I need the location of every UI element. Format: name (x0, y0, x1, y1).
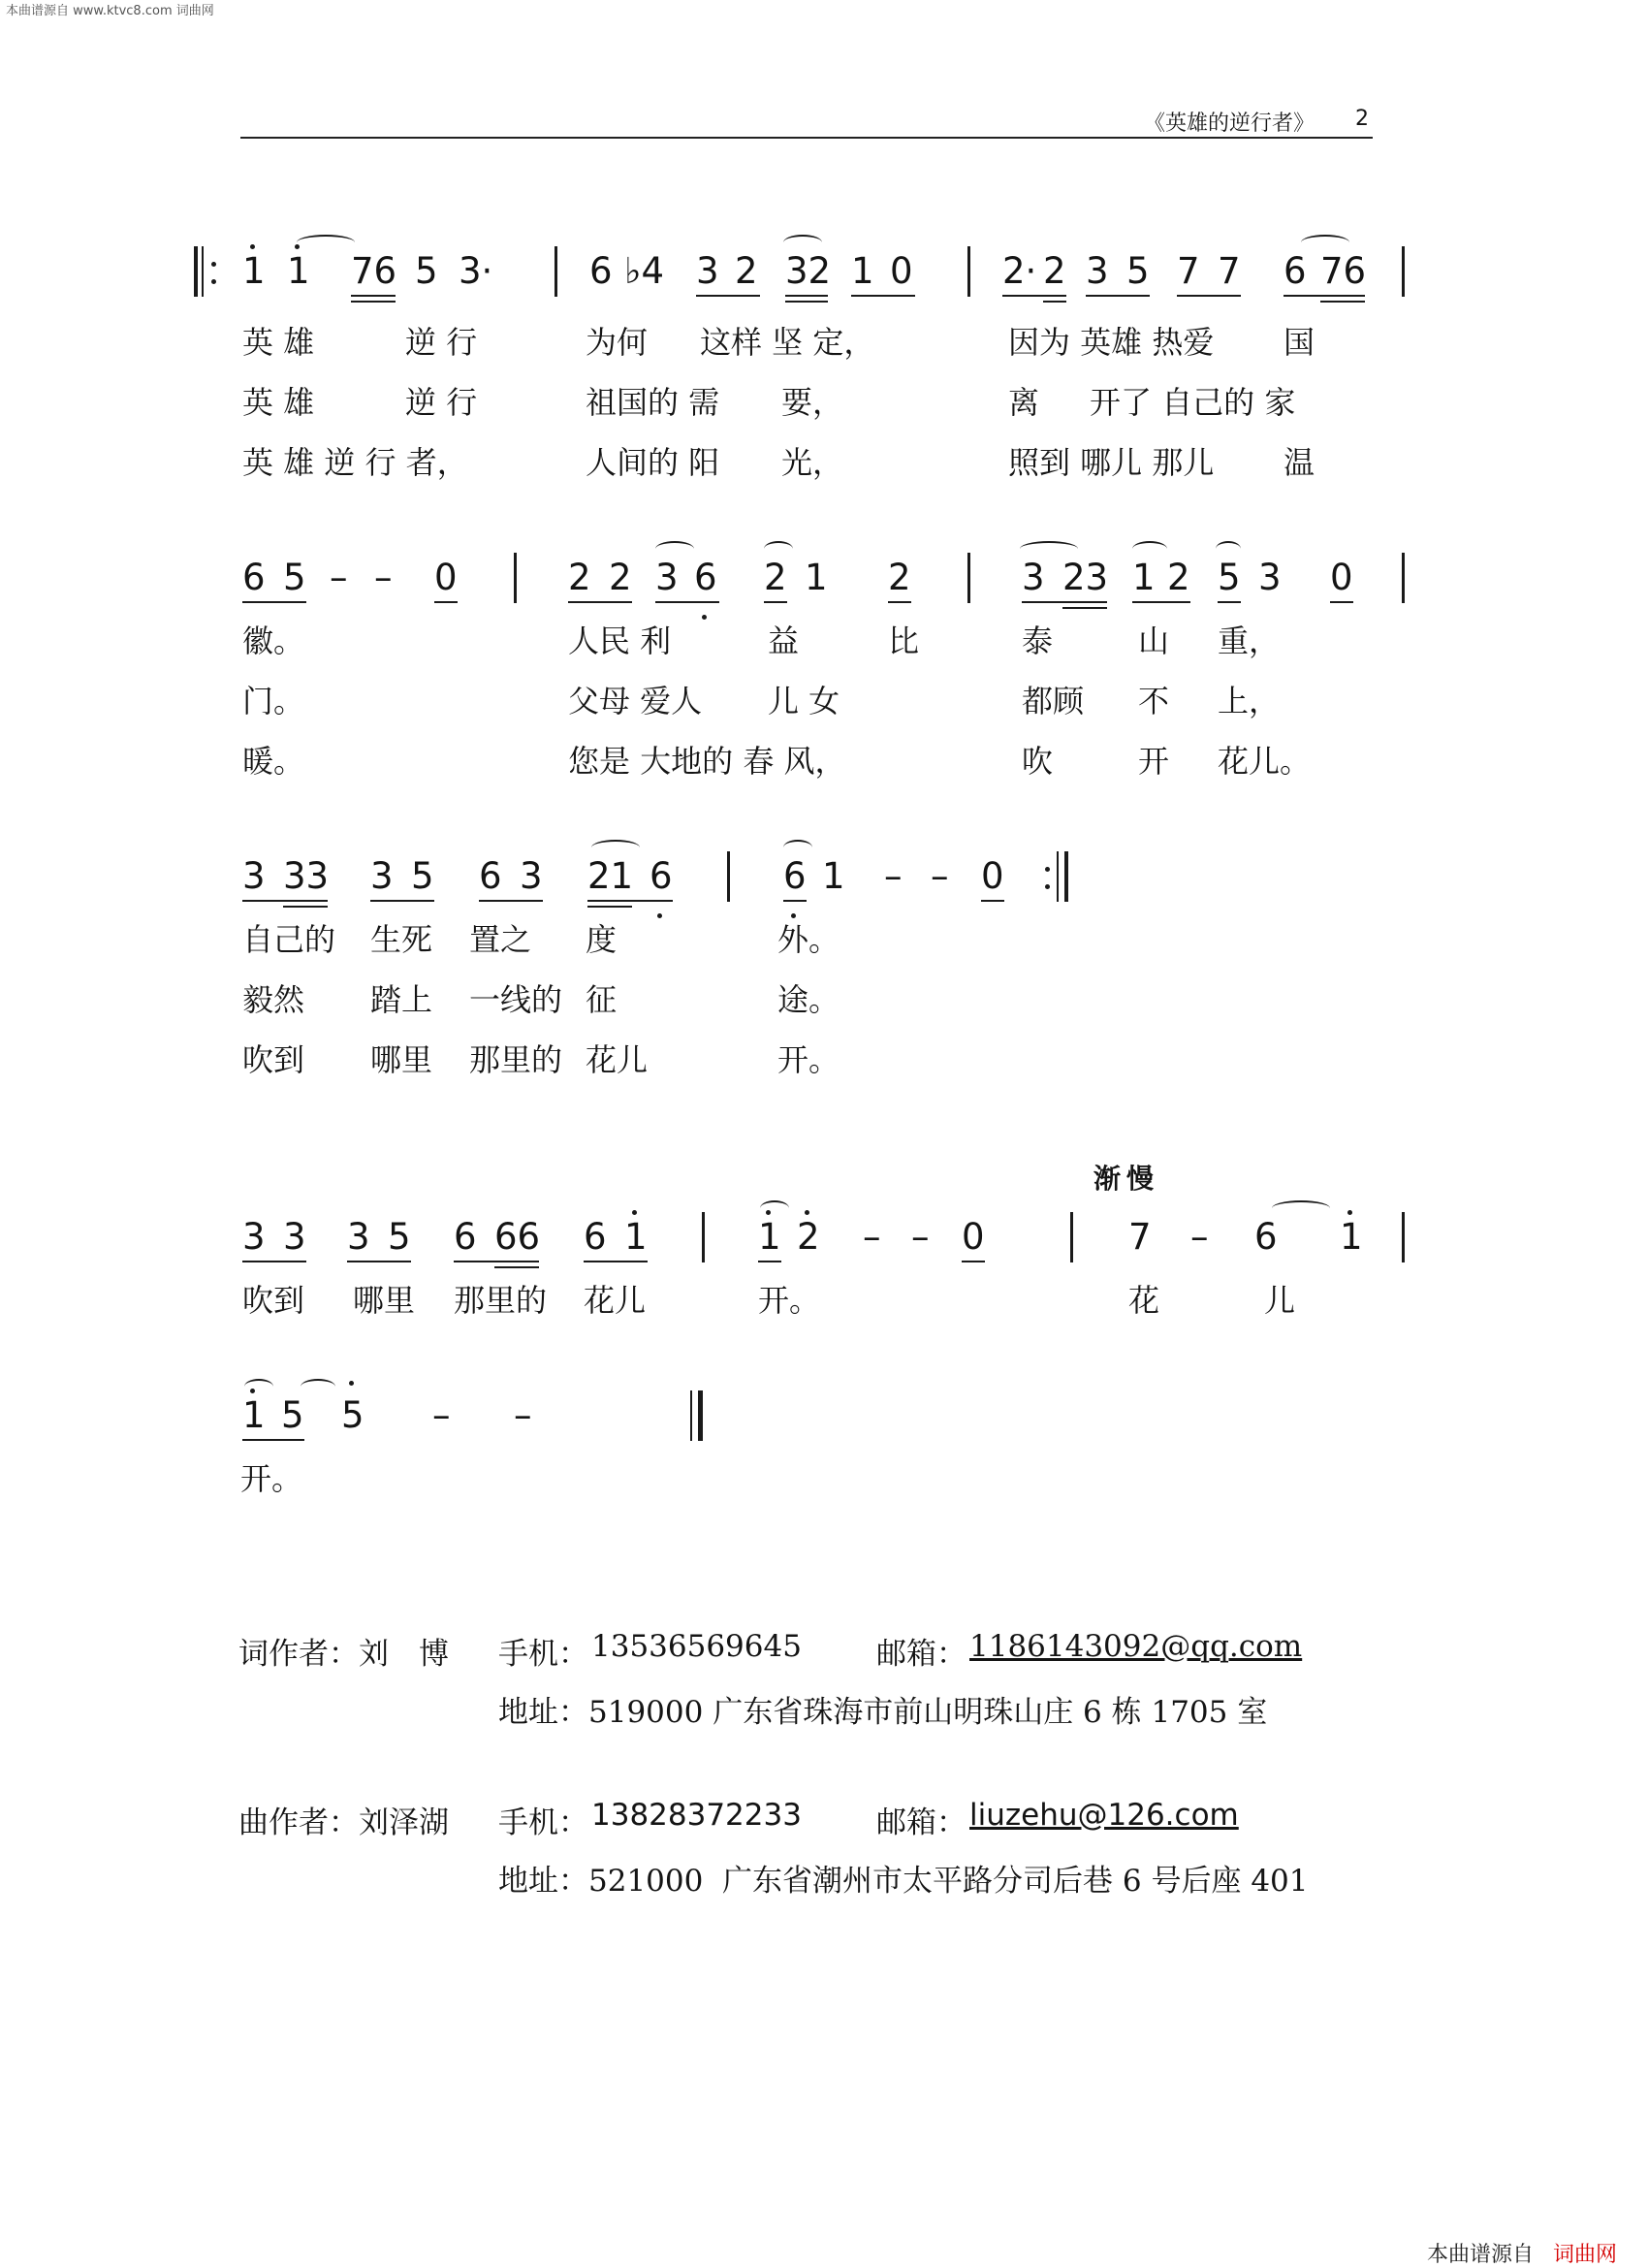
underline (764, 601, 787, 603)
underline (888, 601, 911, 603)
note: 6 (1254, 1216, 1278, 1258)
underline (242, 1261, 306, 1262)
lyric: 花 (1128, 1282, 1160, 1319)
underline (584, 1261, 648, 1262)
lyric: 度 (586, 921, 618, 958)
barline (1402, 553, 1405, 603)
note: 23 (1062, 557, 1109, 598)
underline (568, 601, 632, 603)
underline (479, 900, 543, 902)
lyric: 生死 (370, 921, 433, 958)
underline (1002, 295, 1066, 297)
underline (242, 900, 328, 902)
header-title: 《英雄的逆行者》 (1144, 112, 1315, 136)
note: 1 (242, 1394, 266, 1436)
note: 0 (981, 855, 1004, 897)
note: 5 (411, 855, 434, 897)
lyric: 逆 行 (405, 384, 478, 421)
lyric: 儿 女 (768, 683, 840, 719)
lyric: 置之 (469, 921, 532, 958)
slur (1216, 541, 1241, 557)
note: 5 (341, 1394, 364, 1436)
lyrics-final-line (240, 1454, 1404, 1499)
slur (1020, 541, 1078, 557)
lyrics-verse-3-line-1 (240, 915, 1404, 960)
watermark-bottom-left: 本曲谱源自 (1427, 2243, 1535, 2267)
lyric: 门。 (242, 683, 305, 719)
note: 2 (797, 1216, 820, 1258)
underline (696, 295, 760, 297)
underline (1330, 601, 1353, 603)
lyricist-email-label: 邮箱： (876, 1637, 967, 1672)
lyric: 益 (768, 623, 800, 659)
note: 1 (822, 855, 845, 897)
slur (783, 235, 822, 250)
note: 76 (1320, 250, 1367, 292)
note: 1 (851, 250, 874, 292)
underline (370, 900, 434, 902)
note: 6 (650, 855, 673, 897)
page-number: 2 (1355, 107, 1369, 131)
note: 6 (479, 855, 502, 897)
lyric: 途。 (777, 981, 840, 1018)
underline (851, 295, 915, 297)
slur (1301, 235, 1349, 250)
note: – (330, 557, 348, 598)
note: 6 (783, 855, 807, 897)
repeat-dot (1045, 884, 1050, 889)
note: 6 (242, 557, 266, 598)
lyric: 上， (1218, 683, 1281, 719)
note: ♭4 (624, 250, 664, 292)
lyricist-email[interactable]: 1186143092@qq.com (969, 1629, 1303, 1664)
barline (1402, 246, 1405, 297)
lyric: 祖国的 需 (586, 384, 720, 421)
note: 3 (283, 1216, 306, 1258)
note: 2· (1002, 250, 1037, 292)
underline (1218, 601, 1241, 603)
note: 7 (1177, 250, 1200, 292)
lyric: 人间的 阳 (586, 444, 720, 481)
lyric: 比 (888, 623, 920, 659)
lyric: 花儿 (584, 1282, 647, 1319)
repeat-start-barline (194, 246, 198, 297)
lyric: 离 (1008, 384, 1040, 421)
lyrics-verse-2-line-1 (240, 617, 1404, 661)
note: 32 (785, 250, 832, 292)
note: 7 (1128, 1216, 1152, 1258)
barline (555, 246, 557, 297)
slur (297, 235, 355, 250)
note: 1 (624, 1216, 648, 1258)
repeat-dot (211, 279, 216, 284)
underline (962, 1261, 985, 1262)
lyric: 开。 (777, 1041, 840, 1078)
composer-phone-label: 手机： (498, 1805, 588, 1840)
slur (244, 1379, 273, 1394)
note: 1 (242, 250, 266, 292)
note: 0 (434, 557, 458, 598)
underline (242, 601, 306, 603)
final-barline-thin (690, 1390, 692, 1441)
note: – (1190, 1216, 1209, 1258)
composer-email[interactable]: liuzehu@126.com (969, 1798, 1239, 1833)
lyric: 吹 (1022, 743, 1054, 780)
lyricist-phone-label: 手机： (498, 1637, 588, 1672)
underline (758, 1261, 781, 1262)
lyric: 重， (1218, 623, 1281, 659)
underline (1284, 295, 1365, 297)
note: 1 (1340, 1216, 1363, 1258)
note: 3 (1258, 557, 1282, 598)
lyric: 徽。 (242, 623, 305, 659)
note: 5 (388, 1216, 411, 1258)
score-line-1 (240, 233, 1404, 310)
lyric: 都顾 (1022, 683, 1085, 719)
note: 3· (459, 250, 493, 292)
note: 1 (287, 250, 310, 292)
note: – (884, 855, 903, 897)
lyric: 逆 行 (405, 324, 478, 361)
note: 6 (454, 1216, 477, 1258)
repeat-dot (211, 262, 216, 267)
note: – (911, 1216, 930, 1258)
lyric: 英 雄 (242, 384, 315, 421)
repeat-dot (1045, 867, 1050, 872)
composer-phone: 13828372233 (591, 1798, 802, 1833)
underline (1062, 607, 1107, 609)
barline (727, 851, 730, 902)
lyrics-verse-1-line-2 (240, 378, 1404, 423)
underline (347, 1261, 411, 1262)
underline (1177, 295, 1241, 297)
lyric: 自己的 (242, 921, 336, 958)
underline (283, 906, 328, 908)
note: 3 (242, 1216, 266, 1258)
lyric: 吹到 (242, 1282, 305, 1319)
lyrics-verse-3-line-3 (240, 1036, 1404, 1080)
lyric: 开。 (758, 1282, 821, 1319)
note: – (432, 1394, 451, 1436)
note: 33 (283, 855, 330, 897)
note: 3 (520, 855, 543, 897)
note: 1 (758, 1216, 781, 1258)
note: 5 (1126, 250, 1150, 292)
repeat-end-barline (1064, 851, 1068, 902)
lyric: 英 雄 (242, 324, 315, 361)
lyrics-verse-1-line-1 (240, 318, 1404, 363)
note: 0 (1330, 557, 1353, 598)
underline (587, 906, 632, 908)
watermark-bottom (1427, 2238, 1617, 2268)
lyrics-verse-1-line-3 (240, 438, 1404, 483)
slur (591, 840, 640, 855)
note: 2 (1043, 250, 1066, 292)
barline (1402, 1212, 1405, 1262)
watermark-top: 本曲谱源自 www.ktvc8.com 词曲网 (6, 4, 214, 18)
underline (351, 301, 396, 303)
note: 3 (242, 855, 266, 897)
slur (1272, 1200, 1330, 1216)
lyric: 要， (781, 384, 844, 421)
lyric: 照到 哪儿 那儿 (1008, 444, 1215, 481)
lyric: 踏上 (370, 981, 433, 1018)
score-line-3 (240, 838, 1404, 915)
note: 6 (694, 557, 717, 598)
note: 5 (281, 1394, 304, 1436)
tempo-marking: 渐慢 (1093, 1163, 1160, 1195)
underline (1320, 301, 1365, 303)
lyric: 征 (586, 981, 618, 1018)
slur (764, 541, 793, 557)
lyric: 儿 (1264, 1282, 1296, 1319)
note: 3 (1022, 557, 1045, 598)
underline (434, 601, 458, 603)
lyric: 毅然 (242, 981, 305, 1018)
lyrics-verse-3-line-2 (240, 975, 1404, 1020)
note: 5 (1218, 557, 1241, 598)
fermata-dot (349, 1381, 354, 1386)
lyrics-coda-line (240, 1276, 1404, 1321)
note: 2 (735, 250, 758, 292)
lyricist-phone: 13536569645 (591, 1629, 802, 1664)
lyric: 这样 坚 定， (700, 324, 875, 361)
score-line-2 (240, 539, 1404, 617)
lyric: 光， (781, 444, 844, 481)
note: 3 (696, 250, 719, 292)
underline (1022, 601, 1107, 603)
note: 2 (609, 557, 632, 598)
lyric: 开。 (240, 1460, 303, 1497)
underline (494, 1266, 539, 1268)
note: 3 (655, 557, 679, 598)
lyric: 外。 (777, 921, 840, 958)
high-dot (250, 244, 255, 249)
underline (351, 295, 396, 297)
slur (655, 541, 694, 557)
lyric: 哪里 (353, 1282, 416, 1319)
note: 7 (1218, 250, 1241, 292)
underline (587, 900, 673, 902)
underline (981, 900, 1004, 902)
lyric: 花儿。 (1218, 743, 1312, 780)
note: 6 (584, 1216, 607, 1258)
lyric: 泰 (1022, 623, 1054, 659)
note: 3 (347, 1216, 370, 1258)
barline (967, 553, 970, 603)
lyric: 花儿 (586, 1041, 649, 1078)
lyricist-label: 词作者：刘 博 (238, 1637, 449, 1672)
lyric: 英 雄 逆 行 者， (242, 444, 468, 481)
barline (967, 246, 970, 297)
underline (242, 1439, 304, 1441)
score-line-4 (240, 1198, 1404, 1276)
note: 1 (1132, 557, 1156, 598)
high-dot (805, 1210, 809, 1215)
note: 2 (764, 557, 787, 598)
high-dot (1347, 1210, 1352, 1215)
note: – (863, 1216, 881, 1258)
barline (514, 553, 517, 603)
underline (1086, 295, 1150, 297)
underline (785, 295, 828, 297)
note: 3 (1086, 250, 1109, 292)
high-dot (766, 1210, 771, 1215)
lyric: 父母 爱人 (568, 683, 703, 719)
note: 1 (805, 557, 828, 598)
composer-address: 地址：521000 广东省潮州市太平路分司后巷 6 号后座 401 (498, 1864, 1309, 1899)
lyric: 吹到 (242, 1041, 305, 1078)
underline (1043, 301, 1066, 303)
slur (760, 1200, 789, 1216)
lyrics-verse-2-line-2 (240, 677, 1404, 721)
lyric: 您是 大地的 春 风， (568, 743, 846, 780)
high-dot (250, 1389, 255, 1393)
note: 0 (890, 250, 913, 292)
composer-email-label: 邮箱： (876, 1805, 967, 1840)
note: 6 (1284, 250, 1307, 292)
note: 0 (962, 1216, 985, 1258)
lyric: 一线的 (469, 981, 563, 1018)
note: 3 (370, 855, 394, 897)
lyric: 哪里 (370, 1041, 433, 1078)
lyric: 不 (1138, 683, 1170, 719)
note: 2 (888, 557, 911, 598)
slur (783, 840, 812, 855)
slur (301, 1379, 335, 1394)
lyric: 开了 自己的 家 (1090, 384, 1296, 421)
note: – (931, 855, 949, 897)
final-barline-thick (698, 1390, 703, 1441)
lyricist-address: 地址：519000 广东省珠海市前山明珠山庄 6 栋 1705 室 (498, 1695, 1268, 1730)
repeat-start-thin (202, 246, 204, 297)
note: 5 (283, 557, 306, 598)
underline (1132, 601, 1190, 603)
header-rule (240, 137, 1373, 139)
lyrics-verse-2-line-3 (240, 737, 1404, 782)
lyric: 开 (1138, 743, 1170, 780)
lyric: 国 (1284, 324, 1315, 361)
note: 5 (415, 250, 438, 292)
note: – (514, 1394, 532, 1436)
repeat-end-thin (1057, 851, 1059, 902)
underline (783, 900, 807, 902)
underline (454, 1261, 539, 1262)
lyric: 温 (1284, 444, 1315, 481)
lyric: 人民 利 (568, 623, 672, 659)
note: 21 (587, 855, 634, 897)
score-line-5 (240, 1377, 1404, 1454)
barline (1070, 1212, 1073, 1262)
barline (702, 1212, 705, 1262)
lyric: 为何 (586, 324, 649, 361)
lyric: 那里的 (469, 1041, 563, 1078)
note: 6 (589, 250, 613, 292)
lyric: 山 (1138, 623, 1170, 659)
note: 66 (494, 1216, 541, 1258)
note: 2 (1167, 557, 1190, 598)
underline (655, 601, 719, 603)
lyric: 因为 英雄 热爱 (1008, 324, 1215, 361)
note: 76 (351, 250, 397, 292)
high-dot (632, 1210, 637, 1215)
watermark-bottom-right: 词曲网 (1553, 2243, 1618, 2267)
note: – (374, 557, 393, 598)
slur (1132, 541, 1167, 557)
composer-label: 曲作者：刘泽湖 (238, 1805, 449, 1840)
lyric: 暖。 (242, 743, 305, 780)
note: 2 (568, 557, 591, 598)
lyric: 那里的 (454, 1282, 548, 1319)
underline (785, 301, 828, 303)
